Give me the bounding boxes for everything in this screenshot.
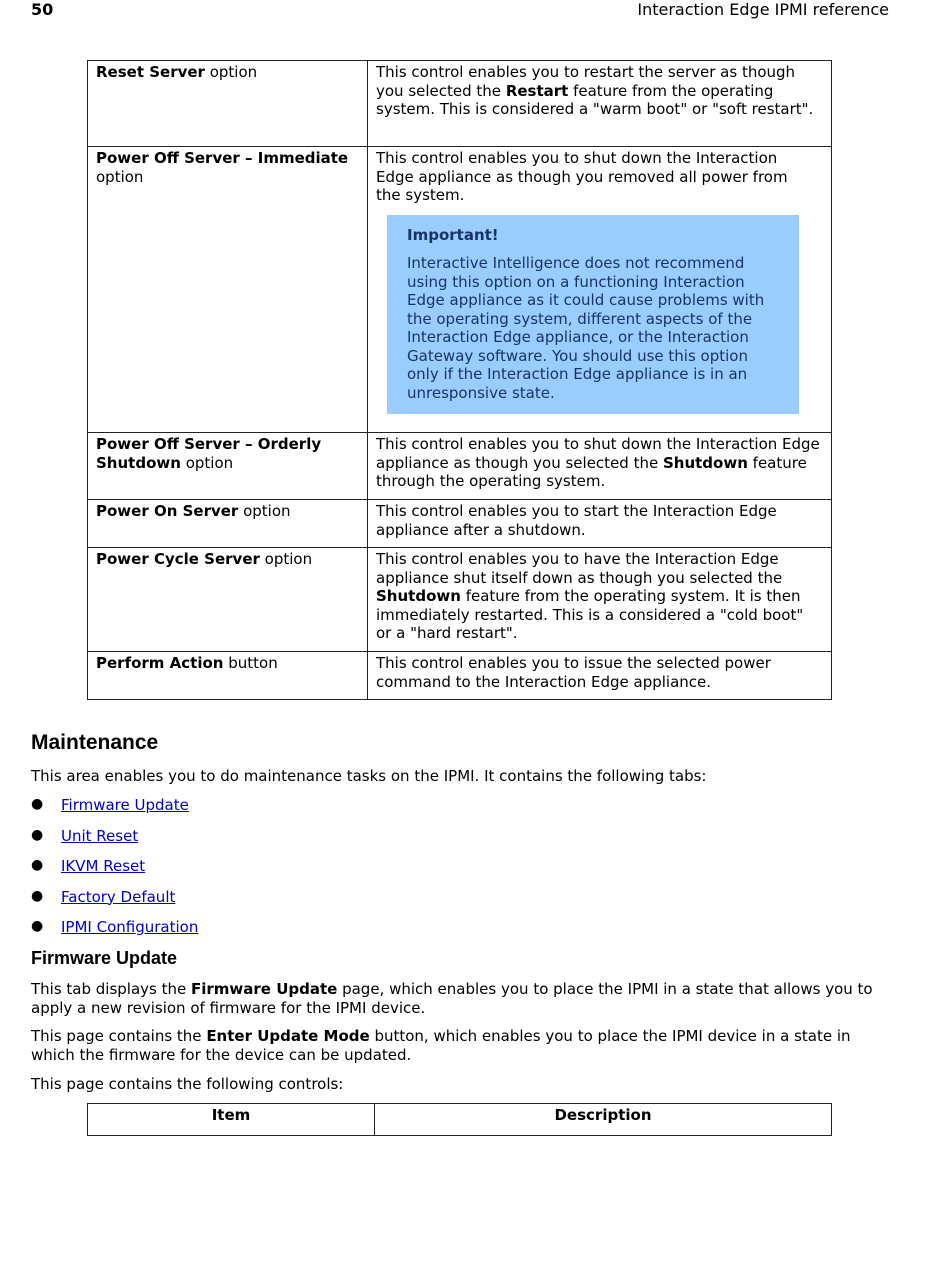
desc-text: This control enables you to issue the selected power command to the Interaction Edge appliance. [376, 654, 771, 691]
maintenance-tab-list [31, 796, 198, 949]
power-control-table [87, 60, 832, 700]
item-name: Power Off Server – Orderly Shutdown [96, 435, 322, 472]
text: This tab displays the [31, 980, 192, 998]
description-cell [368, 500, 832, 548]
list-item [31, 918, 198, 949]
text: This page contains the [31, 1027, 207, 1045]
item-name: Perform Action [96, 654, 224, 672]
item-type: option [259, 550, 313, 568]
firmware-para-3: This page contains the following controls: [31, 1075, 344, 1093]
desc-text: This control enables you to shut down the Interaction Edge appliance as though you removed all power from the system. [376, 149, 788, 204]
firmware-controls-table [87, 1103, 832, 1136]
link-factory-default[interactable]: Factory Default [61, 887, 176, 906]
item-name: Power On Server [96, 502, 239, 520]
item-type: button [223, 654, 278, 672]
desc-bold: Shutdown [662, 453, 748, 472]
link-ikvm-reset[interactable]: IKVM Reset [61, 857, 146, 875]
table-row [88, 147, 832, 433]
maintenance-heading: Maintenance [31, 731, 159, 754]
desc-text: feature from the operating system. It is then immediately restarted. This is a considered a "cold boot" or a "hard restart". [376, 587, 804, 642]
text: page, which enables you to place the IPMI in a state that allows you to apply a new revision of firmware for the IPMI device. [31, 980, 873, 1017]
firmware-para-1 [31, 980, 891, 1017]
item-type: option [180, 453, 234, 472]
link-firmware-update[interactable]: Firmware Update [61, 796, 189, 814]
description-cell [368, 61, 832, 147]
text: button, which enables you to place the IPMI device in a state in which the firmware for the device can be updated. [31, 1027, 851, 1064]
item-type: option [96, 167, 144, 186]
bullet-icon: ● [31, 826, 44, 843]
description-cell [368, 433, 832, 500]
link-unit-reset[interactable]: Unit Reset [61, 826, 139, 845]
bullet-icon: ● [31, 918, 44, 934]
item-cell [88, 500, 368, 548]
item-cell [88, 652, 368, 700]
description-cell [368, 652, 832, 700]
column-header-item: Item [88, 1104, 375, 1136]
text-bold: Firmware Update [191, 980, 338, 998]
text-bold: Enter Update Mode [206, 1027, 370, 1045]
desc-text: This control enables you to start the Interaction Edge appliance after a shutdown. [376, 502, 777, 539]
desc-bold: Shutdown [376, 587, 461, 605]
item-cell [88, 548, 368, 652]
note-text: Interactive Intelligence does not recommend using this option on a functioning Interaction Edge appliance as it could cause problems with the operating system, different aspects of the Interaction Edge appliance, or the Interaction Gateway software. You should use this option only if the Interaction Edge appliance is in an unresponsive state. [407, 254, 765, 402]
running-title: Interaction Edge IPMI reference [637, 0, 889, 19]
description-cell [368, 548, 832, 652]
desc-text: This control enables you to have the Interaction Edge appliance shut itself down as though you selected the [376, 550, 783, 587]
item-cell [88, 61, 368, 147]
bullet-icon: ● [31, 796, 44, 812]
important-note [387, 215, 799, 415]
table-row [88, 500, 832, 548]
maintenance-intro: This area enables you to do maintenance tasks on the IPMI. It contains the following tabs: [31, 767, 707, 785]
list-item [31, 857, 198, 888]
list-item [31, 796, 198, 827]
page-header [0, 0, 950, 24]
link-ipmi-configuration[interactable]: IPMI Configuration [61, 918, 199, 936]
desc-text: feature from the operating system. This is considered a "warm boot" or "soft restart". [376, 81, 814, 118]
desc-text: This control enables you to shut down the Interaction Edge appliance as though you selected the [376, 435, 820, 472]
item-type: option [204, 63, 258, 81]
item-cell [88, 147, 368, 433]
firmware-para-2 [31, 1027, 891, 1064]
page-number: 50 [31, 0, 54, 19]
table-row [88, 433, 832, 500]
item-name: Power Cycle Server [96, 550, 260, 568]
note-title: Important! [407, 225, 499, 244]
list-item [31, 888, 198, 919]
firmware-update-heading: Firmware Update [31, 948, 178, 968]
item-name: Power Off Server – Immediate [96, 149, 349, 167]
desc-bold: Restart [505, 81, 569, 100]
table-row [88, 652, 832, 700]
table-row [88, 61, 832, 147]
list-item [31, 827, 198, 858]
item-cell [88, 433, 368, 500]
table-row [88, 548, 832, 652]
description-cell [368, 147, 832, 433]
bullet-icon: ● [31, 887, 44, 904]
bullet-icon: ● [31, 857, 44, 873]
desc-text: This control enables you to restart the server as though you selected the [376, 63, 796, 100]
desc-text: feature through the operating system. [376, 453, 807, 490]
item-name: Reset Server [96, 63, 205, 81]
table-header-row [88, 1104, 832, 1136]
column-header-description: Description [375, 1104, 832, 1136]
item-type: option [238, 502, 291, 520]
